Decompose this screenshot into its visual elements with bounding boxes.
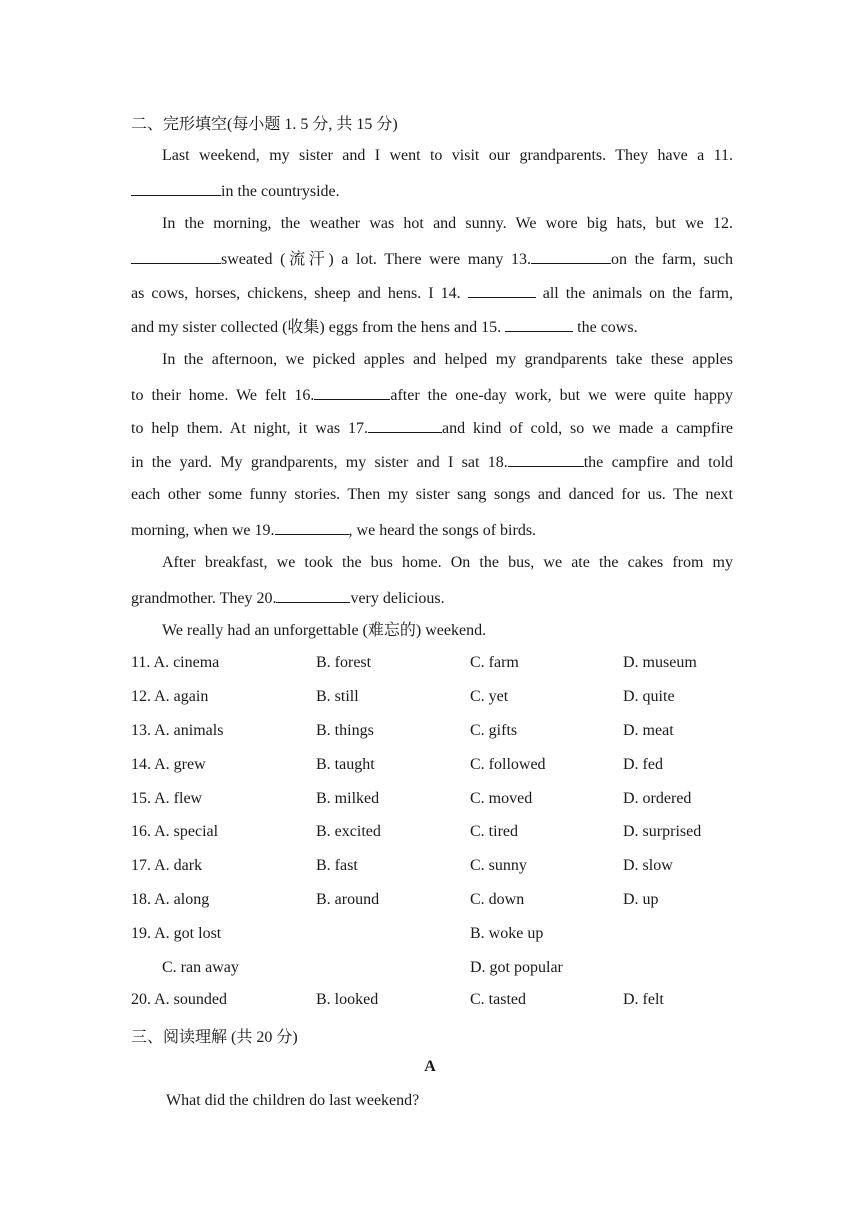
passage-line: morning, when we 19. , we heard the songs of birds. — [131, 518, 733, 540]
option-d[interactable]: D. fed — [623, 756, 663, 773]
passage-line: each other some funny stories. Then my sister sang songs and danced for us. The next — [131, 486, 733, 503]
answer-blank-20[interactable] — [276, 586, 350, 603]
option-d[interactable]: D. slow — [623, 857, 673, 874]
answer-blank-16[interactable] — [314, 383, 390, 400]
option-c[interactable]: C. yet — [470, 688, 509, 705]
option-b[interactable]: B. fast — [316, 857, 358, 874]
option-a[interactable]: 18. A. along — [131, 891, 210, 908]
passage-line: in the countryside. — [131, 179, 733, 201]
option-b[interactable]: B. things — [316, 722, 374, 739]
option-d[interactable]: D. ordered — [623, 790, 692, 807]
option-a[interactable]: 20. A. sounded — [131, 991, 227, 1008]
reading-question: What did the children do last weekend? — [166, 1092, 420, 1109]
option-d[interactable]: D. felt — [623, 991, 664, 1008]
option-a[interactable]: 13. A. animals — [131, 722, 224, 739]
option-a[interactable]: 15. A. flew — [131, 790, 203, 807]
answer-blank-18[interactable] — [508, 450, 584, 467]
passage-line: in the yard. My grandparents, my sister and I sat 18. the campfire and told — [131, 450, 733, 472]
passage-line: to help them. At night, it was 17. and kind of cold, so we made a campfire — [131, 416, 733, 438]
option-c[interactable]: C. farm — [470, 654, 519, 671]
passage-line: as cows, horses, chickens, sheep and hens. I 14. all the animals on the farm, — [131, 281, 733, 303]
option-b[interactable]: B. excited — [316, 823, 381, 840]
option-d[interactable]: D. surprised — [623, 823, 702, 840]
answer-blank-14[interactable] — [468, 281, 536, 298]
passage-line: We really had an unforgettable (难忘的) weekend. — [162, 622, 487, 639]
passage-line: sweated (流汗) a lot. There were many 13. on the farm, such — [131, 247, 733, 269]
option-b[interactable]: B. woke up — [470, 925, 544, 942]
option-a[interactable]: 19. A. got lost — [131, 925, 222, 942]
option-c[interactable]: C. ran away — [162, 959, 239, 976]
option-c[interactable]: C. followed — [470, 756, 546, 773]
option-c[interactable]: C. down — [470, 891, 525, 908]
option-c[interactable]: C. gifts — [470, 722, 518, 739]
option-c[interactable]: C. tired — [470, 823, 518, 840]
option-d[interactable]: D. quite — [623, 688, 675, 705]
passage-line: In the afternoon, we picked apples and helped my grandparents take these apples — [162, 351, 733, 368]
answer-blank-12[interactable] — [131, 247, 221, 264]
option-b[interactable]: B. taught — [316, 756, 375, 773]
answer-blank-15[interactable] — [505, 315, 573, 332]
section-title-cloze: 二、完形填空(每小题 1. 5 分, 共 15 分) — [131, 116, 398, 133]
answer-blank-13[interactable] — [531, 247, 611, 264]
option-a[interactable]: 14. A. grew — [131, 756, 206, 773]
option-a[interactable]: 17. A. dark — [131, 857, 203, 874]
option-b[interactable]: B. forest — [316, 654, 372, 671]
option-a[interactable]: 11. A. cinema — [131, 654, 220, 671]
option-c[interactable]: C. moved — [470, 790, 533, 807]
option-b[interactable]: B. still — [316, 688, 359, 705]
option-b[interactable]: B. milked — [316, 790, 380, 807]
answer-blank-19[interactable] — [275, 518, 349, 535]
option-d[interactable]: D. got popular — [470, 959, 563, 976]
passage-line: grandmother. They 20. very delicious. — [131, 586, 733, 608]
answer-blank-17[interactable] — [368, 416, 442, 433]
option-a[interactable]: 12. A. again — [131, 688, 209, 705]
passage-line: and my sister collected (收集) eggs from the hens and 15. the cows. — [131, 315, 733, 337]
option-d[interactable]: D. museum — [623, 654, 697, 671]
passage-line: In the morning, the weather was hot and sunny. We wore big hats, but we 12. — [162, 215, 733, 232]
option-c[interactable]: C. tasted — [470, 991, 526, 1008]
option-c[interactable]: C. sunny — [470, 857, 527, 874]
option-b[interactable]: B. around — [316, 891, 380, 908]
answer-blank-11[interactable] — [131, 179, 221, 196]
option-d[interactable]: D. meat — [623, 722, 674, 739]
passage-line: After breakfast, we took the bus home. On the bus, we ate the cakes from my — [162, 554, 733, 571]
passage-line: Last weekend, my sister and I went to visit our grandparents. They have a 11. — [162, 147, 733, 164]
section-title-reading: 三、阅读理解 (共 20 分) — [131, 1029, 298, 1046]
option-a[interactable]: 16. A. special — [131, 823, 219, 840]
option-b[interactable]: B. looked — [316, 991, 379, 1008]
option-d[interactable]: D. up — [623, 891, 659, 908]
passage-line: to their home. We felt 16. after the one-day work, but we were quite happy — [131, 383, 733, 405]
part-label: A — [424, 1058, 436, 1075]
